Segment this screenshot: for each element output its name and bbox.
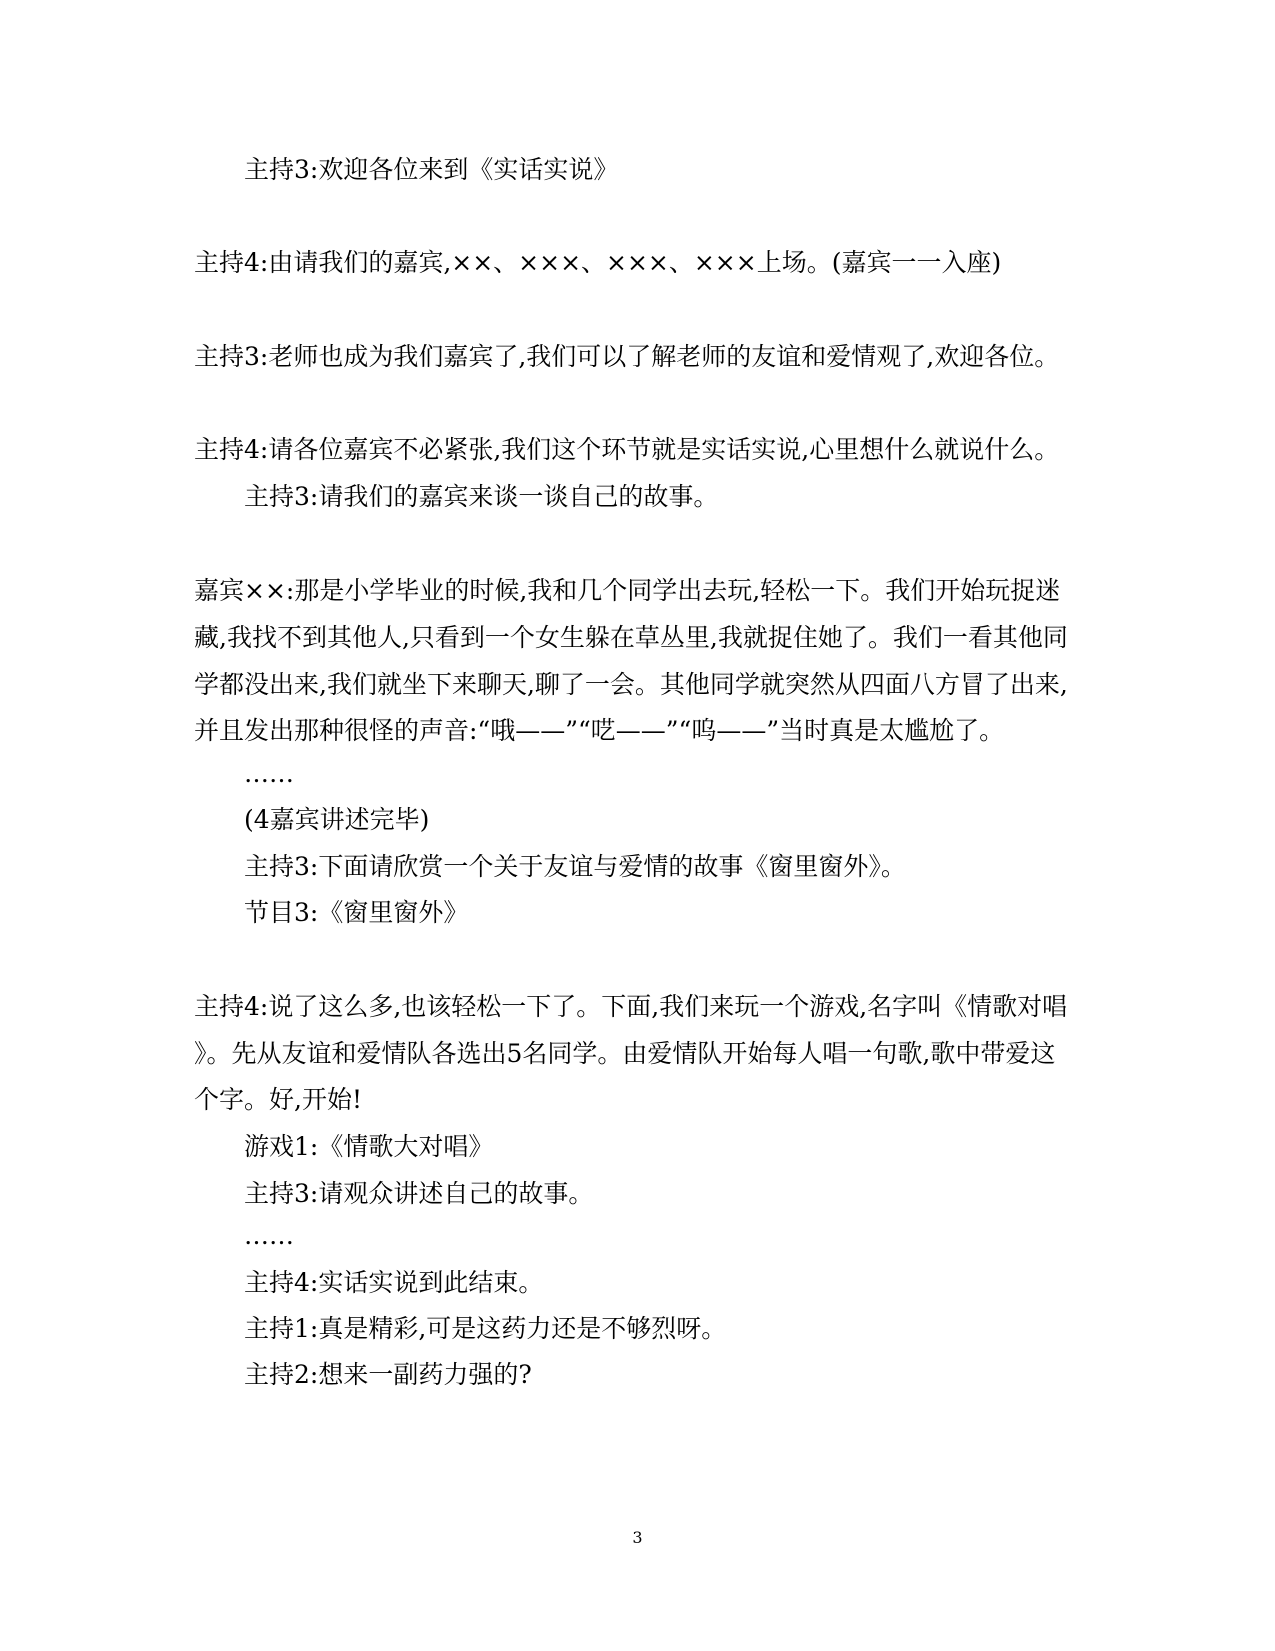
paragraph-line: 主持4:实话实说到此结束。 bbox=[244, 1268, 544, 1297]
paragraph-line: 主持4:请各位嘉宾不必紧张,我们这个环节就是实话实说,心里想什么就说什么。 bbox=[194, 435, 1060, 464]
paragraph-line: 主持4:由请我们的嘉宾,××、×××、×××、×××上场。(嘉宾一一入座) bbox=[194, 248, 1002, 277]
paragraph-line: 藏,我找不到其他人,只看到一个女生躲在草丛里,我就捉住她了。我们一看其他同 bbox=[194, 623, 1068, 652]
paragraph-line: 主持3:老师也成为我们嘉宾了,我们可以了解老师的友谊和爱情观了,欢迎各位。 bbox=[194, 342, 1060, 371]
paragraph-line: 主持3:请观众讲述自己的故事。 bbox=[244, 1179, 594, 1208]
paragraph-line: 个字。好,开始! bbox=[194, 1085, 362, 1114]
paragraph-line: 节目3:《窗里窗外》 bbox=[244, 898, 469, 927]
ellipsis-line: …… bbox=[244, 1221, 294, 1250]
paragraph-line: 》。先从友谊和爱情队各选出5名同学。由爱情队开始每人唱一句歌,歌中带爱这 bbox=[194, 1039, 1056, 1068]
paragraph-line: 主持1:真是精彩,可是这药力还是不够烈呀。 bbox=[244, 1314, 727, 1343]
paragraph-line: 游戏1:《情歌大对唱》 bbox=[244, 1132, 494, 1161]
paragraph-line: 并且发出那种很怪的声音:“哦——”“呓——”“呜——”当时真是太尴尬了。 bbox=[194, 716, 1005, 745]
paragraph-line: 主持4:说了这么多,也该轻松一下了。下面,我们来玩一个游戏,名字叫《情歌对唱 bbox=[194, 992, 1068, 1021]
paragraph-line: 主持3:请我们的嘉宾来谈一谈自己的故事。 bbox=[244, 482, 719, 511]
paragraph-line: 嘉宾××:那是小学毕业的时候,我和几个同学出去玩,轻松一下。我们开始玩捉迷 bbox=[194, 576, 1061, 605]
paragraph-line: 主持2:想来一副药力强的? bbox=[244, 1360, 532, 1389]
paragraph-line: 学都没出来,我们就坐下来聊天,聊了一会。其他同学就突然从四面八方冒了出来, bbox=[194, 670, 1068, 699]
ellipsis-line: …… bbox=[244, 759, 294, 788]
paragraph-line: 主持3:下面请欣赏一个关于友谊与爱情的故事《窗里窗外》。 bbox=[244, 852, 906, 881]
paragraph-line: (4嘉宾讲述完毕) bbox=[244, 805, 430, 834]
paragraph-line: 主持3:欢迎各位来到《实话实说》 bbox=[244, 155, 619, 184]
page-number: 3 bbox=[632, 1528, 643, 1547]
